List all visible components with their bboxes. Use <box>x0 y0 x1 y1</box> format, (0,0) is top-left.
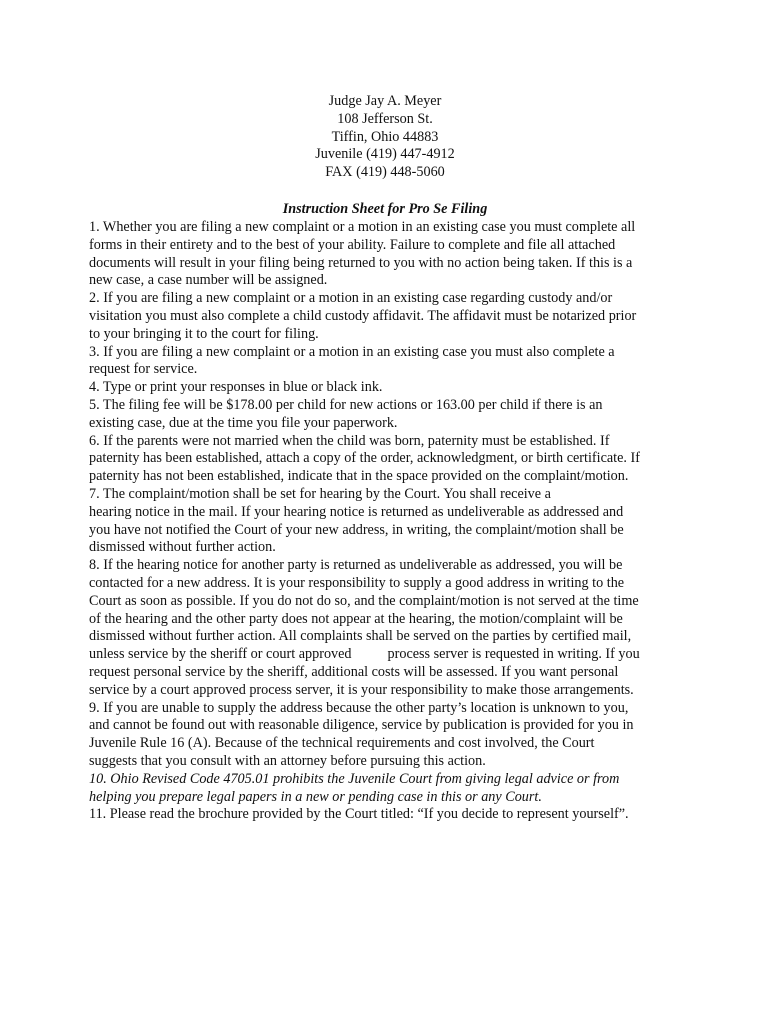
text-line: service by a court approved process server, it is your responsibility to make those arrangements. <box>89 681 634 698</box>
text-line: 7. The complaint/motion shall be set for hearing by the Court. You shall receive a <box>89 485 551 502</box>
text-line: you have not notified the Court of your new address, in writing, the complaint/motion shall be <box>89 521 624 538</box>
text-line: 9. If you are unable to supply the address because the other party’s location is unknown to you, <box>89 699 629 716</box>
text-line: to your bringing it to the court for filing. <box>89 325 319 342</box>
text-line: dismissed without further action. All complaints shall be served on the parties by certified mail, <box>89 628 632 645</box>
text-line: Juvenile Rule 16 (A). Because of the technical requirements and cost involved, the Court <box>89 735 595 752</box>
text-line: of the hearing and the other party does not appear at the hearing, the motion/complaint will be <box>89 610 623 627</box>
judge-name: Judge Jay A. Meyer <box>328 93 442 109</box>
text-line: paternity has not been established, indicate that in the space provided on the complaint/motion. <box>89 468 629 485</box>
text-line: Court as soon as possible. If you do not do so, and the complaint/motion is not served at the time <box>89 592 639 609</box>
text-line: request for service. <box>89 361 198 378</box>
text-line: request personal service by the sheriff, additional costs will be assessed. If you want personal <box>89 663 619 680</box>
text-segment: process server is requested in writing. If you <box>387 646 640 663</box>
city-state-zip: Tiffin, Ohio 44883 <box>331 128 439 145</box>
text-line: 5. The filing fee will be $178.00 per child for new actions or 163.00 per child if there is an <box>89 396 603 413</box>
text-line: existing case, due at the time you file your paperwork. <box>89 414 398 431</box>
text-line: and cannot be found out with reasonable diligence, service by publication is provided for you in <box>89 717 634 734</box>
fax-number: FAX (419) 448-5060 <box>325 164 445 181</box>
text-line: paternity has been established, attach a copy of the order, acknowledgment, or birth certificate. If <box>89 450 640 467</box>
text-line: 6. If the parents were not married when the child was born, paternity must be established. If <box>89 432 610 449</box>
instruction-sheet-title: Instruction Sheet for Pro Se Filing <box>282 201 488 217</box>
text-line: new case, a case number will be assigned. <box>89 272 328 289</box>
text-line: 4. Type or print your responses in blue or black ink. <box>89 379 383 396</box>
text-line: 11. Please read the brochure provided by the Court titled: “If you decide to represent yourself”. <box>89 806 629 823</box>
text-line: forms in their entirety and to the best of your ability. Failure to complete and file all attached <box>89 236 616 253</box>
text-line: dismissed without further action. <box>89 539 276 556</box>
court-address-block <box>0 93 770 182</box>
text-line: visitation you must also complete a child custody affidavit. The affidavit must be notarized prior <box>89 307 637 324</box>
instructions-body <box>89 219 689 824</box>
text-line: suggests that you consult with an attorney before pursuing this action. <box>89 752 486 769</box>
text-line: 8. If the hearing notice for another party is returned as undeliverable as addressed, you will be <box>89 557 623 574</box>
juvenile-phone: Juvenile (419) 447-4912 <box>315 146 455 163</box>
text-line: 2. If you are filing a new complaint or a motion in an existing case regarding custody and/or <box>89 290 613 307</box>
text-line: 3. If you are filing a new complaint or a motion in an existing case you must also complete a <box>89 343 615 360</box>
text-line: contacted for a new address. It is your responsibility to supply a good address in writing to the <box>89 574 625 591</box>
street-address: 108 Jefferson St. <box>337 110 433 127</box>
legal-advice-notice-line: 10. Ohio Revised Code 4705.01 prohibits the Juvenile Court from giving legal advice or from <box>89 770 620 787</box>
text-line <box>89 646 689 664</box>
text-line: hearing notice in the mail. If your hearing notice is returned as undeliverable as addressed and <box>89 503 624 520</box>
text-line: 1. Whether you are filing a new complaint or a motion in an existing case you must complete all <box>89 219 636 235</box>
text-segment: unless service by the sheriff or court approved <box>89 646 352 663</box>
text-line: documents will result in your filing being returned to you with no action being taken. If this is a <box>89 254 633 271</box>
legal-advice-notice-line: helping you prepare legal papers in a new or pending case in this or any Court. <box>89 788 542 805</box>
